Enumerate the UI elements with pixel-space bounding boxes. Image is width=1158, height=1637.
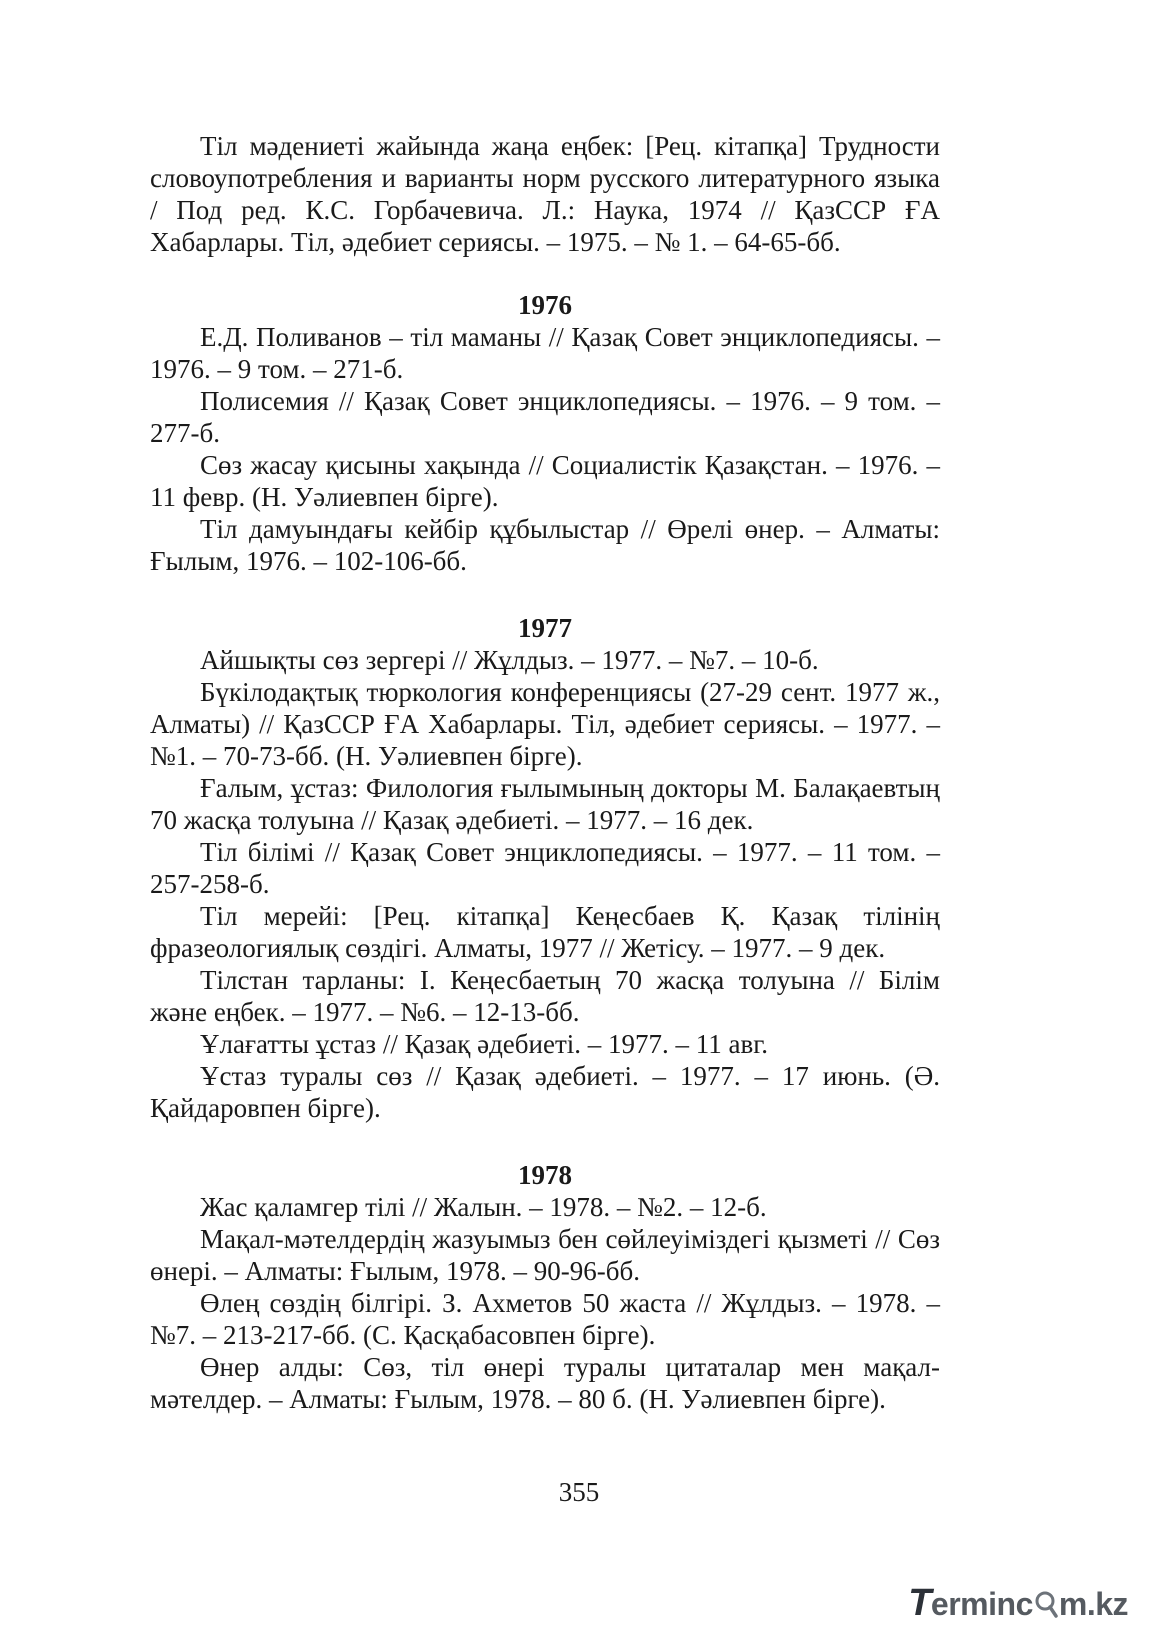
bib-entry: Жас қаламгер тілі // Жалын. – 1978. – №2. – 12-б. [200, 1192, 767, 1222]
bibliography [150, 130, 940, 1415]
bib-entry: Тіл мерейі: [Рец. кітапқа] Кеңесбаев Қ. Қазақ тілінің фразеологиялық сөздігі. Алматы, 1977 // Жетісу. – 1977. – 9 дек. [150, 901, 940, 963]
year-heading: 1976 [518, 290, 572, 320]
bib-entry: Мақал-мәтелдердің жазуымыз бен сөйлеуіміздегі қызметі // Сөз өнері. – Алматы: Ғылым, 1978. – 90-96-бб. [150, 1224, 940, 1286]
bib-entry: Тіл дамуындағы кейбір құбылыстар // Өрелі өнер. – Алматы: Ғылым, 1976. – 102-106-бб. [150, 514, 940, 576]
bib-entry: Тілстан тарланы: І. Кеңесбаетың 70 жасқа толуына // Білім және еңбек. – 1977. – №6. – 12-13-бб. [150, 965, 940, 1027]
page-number: 355 [558, 1477, 600, 1507]
bib-entry: Бүкілодақтық тюркология конференциясы (27-29 сент. 1977 ж., Алматы) // ҚазССР ҒА Хабарлары. Тіл, әдебиет сериясы. – 1977. – №1. – 70-73-бб. (Н. Уәлиевпен бірге). [150, 677, 940, 771]
year-section-1976 [150, 289, 940, 577]
terminkom-watermark-logo[interactable] [908, 1581, 1128, 1624]
year-section-1978 [150, 1159, 940, 1415]
year-section-1977 [150, 612, 940, 1124]
year-heading: 1977 [518, 613, 572, 643]
bib-entry: Ғалым, ұстаз: Филология ғылымының докторы М. Балақаевтың 70 жасқа толуына // Қазақ әдебиеті. – 1977. – 16 дек. [150, 773, 940, 835]
magnifier-icon [1034, 1590, 1058, 1623]
bib-entry: Ұлағатты ұстаз // Қазақ әдебиеті. – 1977. – 11 авг. [200, 1029, 769, 1059]
logo-text-part1: erminc [930, 1585, 1033, 1622]
bib-entry: Сөз жасау қисыны хақында // Социалистік Қазақстан. – 1976. – 11 февр. (Н. Уәлиевпен бірге). [150, 450, 940, 512]
bib-entry: Айшықты сөз зергері // Жұлдыз. – 1977. – №7. – 10-б. [200, 645, 819, 675]
year-heading: 1978 [518, 1160, 572, 1190]
intro-entry: Тіл мәдениеті жайында жаңа еңбек: [Рец. кітапқа] Трудности словоупотребления и варианты норм русского литературного языка / Под ред. К.С. Горбачевича. Л.: Наука, 1974 // ҚазССР ҒА Хабарлары. Тіл, әдебиет сериясы. – 1975. – № 1. – 64-65-бб. [150, 131, 940, 257]
bib-entry: Өлең сөздің білгірі. З. Ахметов 50 жаста // Жұлдыз. – 1978. – №7. – 213-217-бб. (С. Қасқабасовпен бірге). [150, 1288, 940, 1350]
bib-entry: Полисемия // Қазақ Совет энциклопедиясы. – 1976. – 9 том. – 277-б. [150, 386, 940, 448]
bib-entry: Е.Д. Поливанов – тіл маманы // Қазақ Совет энциклопедиясы. – 1976. – 9 том. – 271-б. [150, 322, 940, 384]
logo-text-part2: m.kz [1058, 1585, 1128, 1622]
bib-entry: Ұстаз туралы сөз // Қазақ әдебиеті. – 1977. – 17 июнь. (Ә. Қайдаровпен бірге). [150, 1061, 940, 1123]
bib-entry: Тіл білімі // Қазақ Совет энциклопедиясы. – 1977. – 11 том. – 257-258-б. [150, 837, 940, 899]
bib-entry: Өнер алды: Сөз, тіл өнері туралы цитаталар мен мақал-мәтелдер. – Алматы: Ғылым, 1978. – 80 б. (Н. Уәлиевпен бірге). [150, 1352, 940, 1414]
logo-letter: T [908, 1581, 931, 1624]
